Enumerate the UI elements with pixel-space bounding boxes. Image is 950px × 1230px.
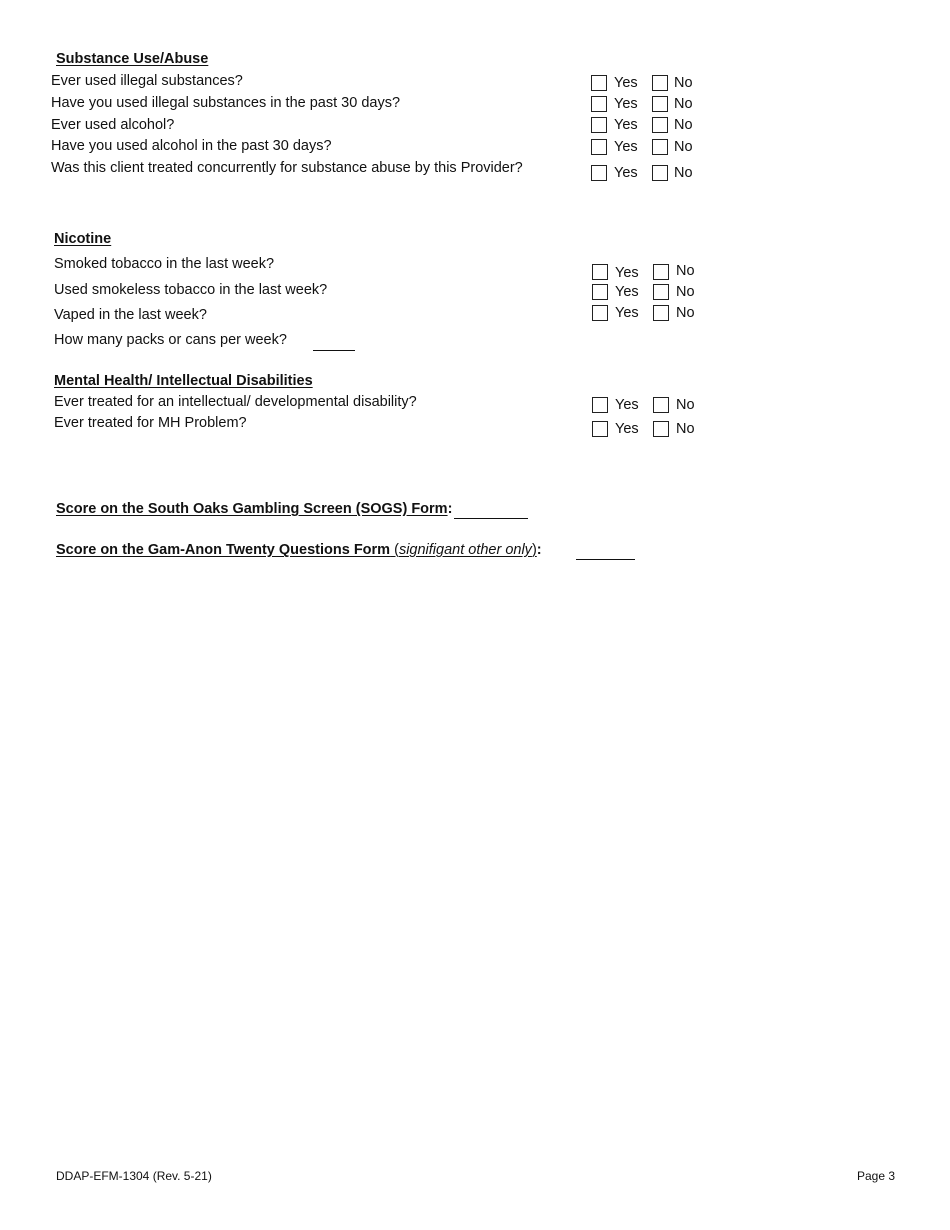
no-checkbox[interactable] <box>652 75 668 91</box>
no-checkbox[interactable] <box>653 421 669 437</box>
question-intellectual-disability: Ever treated for an intellectual/ developmental disability? <box>54 394 417 410</box>
yes-label: Yes <box>615 305 639 321</box>
no-label: No <box>674 75 693 91</box>
yes-checkbox[interactable] <box>592 397 608 413</box>
no-checkbox[interactable] <box>652 165 668 181</box>
yes-checkbox[interactable] <box>591 75 607 91</box>
yes-checkbox[interactable] <box>592 421 608 437</box>
yes-label: Yes <box>614 139 638 155</box>
question-packs-per-week: How many packs or cans per week? <box>54 332 287 348</box>
no-checkbox[interactable] <box>653 264 669 280</box>
no-label: No <box>676 263 695 279</box>
yes-label: Yes <box>614 117 638 133</box>
question-mh-problem: Ever treated for MH Problem? <box>54 415 247 431</box>
yes-label: Yes <box>615 265 639 281</box>
gam-anon-score-blank[interactable] <box>576 559 635 560</box>
yes-checkbox[interactable] <box>591 96 607 112</box>
question-illegal-ever: Ever used illegal substances? <box>51 73 243 89</box>
gam-anon-score-label <box>56 542 542 558</box>
yes-checkbox[interactable] <box>592 264 608 280</box>
form-id: DDAP-EFM-1304 (Rev. 5-21) <box>56 1169 212 1183</box>
yes-checkbox[interactable] <box>591 165 607 181</box>
yes-no-row-smokeless-tobacco <box>592 284 702 302</box>
sogs-score-blank[interactable] <box>454 518 528 519</box>
packs-per-week-blank[interactable] <box>313 350 355 351</box>
yes-no-row-illegal-30days <box>591 96 701 114</box>
gam-anon-colon: : <box>536 542 542 558</box>
question-alcohol-ever: Ever used alcohol? <box>51 117 175 133</box>
yes-no-row-smoked-tobacco <box>592 264 702 282</box>
question-smokeless-tobacco: Used smokeless tobacco in the last week? <box>54 282 328 298</box>
no-checkbox[interactable] <box>653 305 669 321</box>
no-label: No <box>674 165 693 181</box>
gam-anon-close-paren: ) <box>531 542 537 558</box>
no-label: No <box>676 397 695 413</box>
no-label: No <box>674 96 693 112</box>
sogs-score-label <box>56 501 452 517</box>
no-checkbox[interactable] <box>653 284 669 300</box>
no-label: No <box>676 305 695 321</box>
yes-checkbox[interactable] <box>592 284 608 300</box>
gam-anon-open-paren: ( <box>390 542 399 558</box>
yes-label: Yes <box>614 75 638 91</box>
gam-anon-score-label-text: Score on the Gam-Anon Twenty Questions Form <box>56 542 391 558</box>
no-label: No <box>674 139 693 155</box>
yes-no-row-concurrent-treatment <box>591 165 701 183</box>
yes-no-row-alcohol-ever <box>591 117 701 135</box>
yes-checkbox[interactable] <box>591 139 607 155</box>
no-checkbox[interactable] <box>653 397 669 413</box>
yes-no-row-mh-problem <box>592 421 702 439</box>
yes-no-row-intellectual-disability <box>592 397 702 415</box>
yes-label: Yes <box>615 421 639 437</box>
no-checkbox[interactable] <box>652 96 668 112</box>
yes-label: Yes <box>615 284 639 300</box>
no-label: No <box>676 284 695 300</box>
no-checkbox[interactable] <box>652 117 668 133</box>
gam-anon-italic-note: signifigant other only <box>398 542 532 558</box>
page-number: Page 3 <box>857 1169 896 1183</box>
yes-label: Yes <box>615 397 639 413</box>
question-concurrent-treatment: Was this client treated concurrently for substance abuse by this Provider? <box>51 160 523 176</box>
yes-label: Yes <box>614 96 638 112</box>
yes-no-row-illegal-ever <box>591 75 701 93</box>
yes-no-row-vaped <box>592 305 702 323</box>
sogs-score-label-text: Score on the South Oaks Gambling Screen (SOGS) Form <box>56 501 448 517</box>
nicotine-heading: Nicotine <box>54 231 112 247</box>
no-label: No <box>674 117 693 133</box>
question-smoked-tobacco: Smoked tobacco in the last week? <box>54 256 275 272</box>
yes-checkbox[interactable] <box>591 117 607 133</box>
yes-label: Yes <box>614 165 638 181</box>
substance-heading: Substance Use/Abuse <box>56 51 209 67</box>
question-vaped: Vaped in the last week? <box>54 307 207 323</box>
sogs-score-colon: : <box>447 501 453 517</box>
question-alcohol-30days: Have you used alcohol in the past 30 days? <box>51 138 332 154</box>
yes-checkbox[interactable] <box>592 305 608 321</box>
mental-health-heading: Mental Health/ Intellectual Disabilities <box>54 373 313 389</box>
no-label: No <box>676 421 695 437</box>
no-checkbox[interactable] <box>652 139 668 155</box>
yes-no-row-alcohol-30days <box>591 139 701 157</box>
question-illegal-30days: Have you used illegal substances in the past 30 days? <box>51 95 401 111</box>
